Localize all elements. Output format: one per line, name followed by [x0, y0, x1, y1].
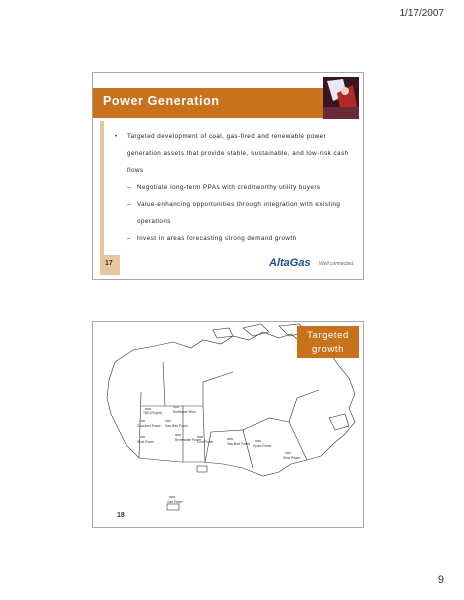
- badge-line: growth: [311, 344, 345, 355]
- map-label: Wind Power: [137, 440, 155, 444]
- map-marker: [285, 452, 291, 454]
- map-label: TBD (Project): [143, 411, 163, 415]
- dash-marker: –: [127, 184, 131, 191]
- sub-bullet-text: Value-enhancing opportunities through integration with existing operations: [137, 201, 341, 225]
- accent-bar: [100, 121, 104, 271]
- map-label: Gas-fired Power: [165, 424, 189, 428]
- logo-tagline: Well connected.: [319, 261, 355, 267]
- bullet-item: [115, 128, 355, 179]
- bullet-dot: •: [115, 133, 118, 140]
- bullet-text: Targeted development of coal, gas-fired and renewable power generation assets that provide stable, sustainable, and low-risk cash flows: [127, 133, 349, 174]
- map-marker: [165, 420, 171, 422]
- map-label: Renewable Power: [175, 438, 201, 442]
- slide-power-generation: [92, 72, 364, 280]
- map-marker: [139, 436, 145, 438]
- map-label: Wind Power: [283, 456, 301, 460]
- power-photo: [323, 77, 359, 119]
- map-label: Northwest Wind: [173, 410, 196, 414]
- map-marker: [255, 440, 261, 442]
- map-marker: [139, 420, 145, 422]
- sub-bullet-item: [115, 230, 355, 247]
- sub-bullet-item: [115, 179, 355, 196]
- page-number: 9: [437, 574, 444, 586]
- dash-marker: –: [127, 235, 131, 242]
- map-label: Gas-fired Power: [227, 442, 251, 446]
- map-marker: [197, 436, 203, 438]
- sub-bullet-item: [115, 196, 355, 230]
- print-date: 1/17/2007: [399, 8, 444, 19]
- map-label: Coal Power: [197, 440, 214, 444]
- map-label: Coal-fired Power: [137, 424, 161, 428]
- sub-bullet-text: Negotiate long-term PPAs with creditworthy utility buyers: [137, 184, 321, 191]
- map-label: Gas Power: [167, 500, 183, 504]
- slide-number: 17: [105, 260, 113, 267]
- slide-targeted-growth: [92, 321, 364, 528]
- targeted-growth-badge: [297, 326, 359, 358]
- bullet-list: [115, 128, 355, 247]
- map-marker: [227, 438, 233, 440]
- map-marker: [173, 406, 179, 408]
- slide-title: Power Generation: [103, 94, 220, 108]
- sub-bullet-text: Invest in areas forecasting strong demand growth: [137, 235, 297, 242]
- map-marker: [175, 434, 181, 436]
- altagas-logo: [269, 257, 359, 273]
- map-label: Hydro Power: [253, 444, 272, 448]
- dash-marker: –: [127, 201, 131, 208]
- map-marker: [169, 496, 175, 498]
- slide-title-bar: [93, 88, 325, 118]
- slide-number: 18: [117, 512, 125, 519]
- map-marker: [145, 408, 151, 410]
- badge-line: Targeted: [307, 330, 349, 341]
- logo-wordmark: AltaGas: [269, 257, 311, 269]
